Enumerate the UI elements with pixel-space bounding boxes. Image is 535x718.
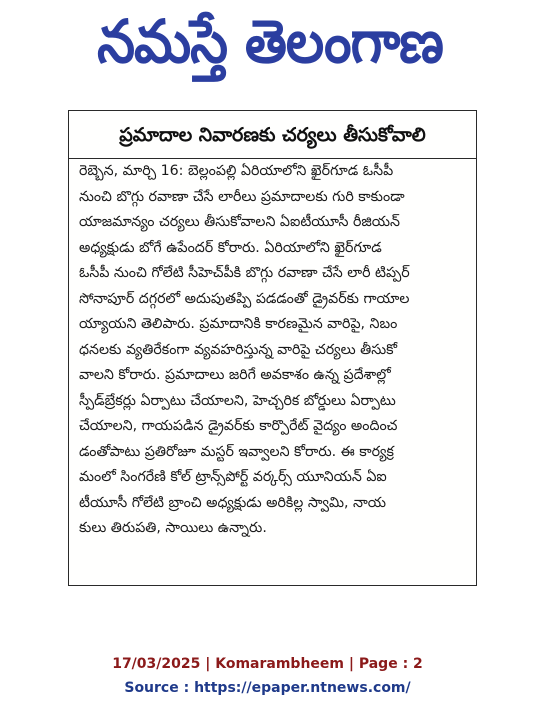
- article-line: కులు తిరుపతి, సాయిలు ఉన్నారు.: [79, 520, 267, 536]
- article-line: యాజమాన్యం చర్యలు తీసుకోవాలని ఏఐటీయూసీ రీజియన్: [79, 214, 401, 230]
- article-line: అధ్యక్షుడు బోగే ఉపేందర్ కోరారు. ఏరియాలోని ఖైర్‌గూడ: [79, 239, 382, 256]
- article-line: వాలని కోరారు. ప్రమాదాలు జరిగే అవకాశం ఉన్న ప్రదేశాల్లో: [79, 367, 391, 383]
- edition-info: 17/03/2025 | Komarambheem | Page : 2: [112, 656, 423, 672]
- source-link[interactable]: Source : https://epaper.ntnews.com/: [124, 680, 411, 696]
- masthead: [0, 0, 535, 90]
- article-body: [79, 159, 467, 542]
- article-line: ఓసీపీ నుంచి గోలేటి సీహెచ్‌పీకి బొగ్గు రవాణా చేసే లారీ టిప్పర్: [79, 265, 410, 281]
- news-clipping: [68, 110, 477, 586]
- newspaper-logo: నమస్తే తెలంగాణ: [97, 6, 443, 77]
- article-line: సోనాపూర్ దగ్గరలో అదుపుతప్పి పడడంతో డ్రైవర్‌కు గాయాల: [79, 290, 410, 307]
- article-line: రెబ్బెన, మార్చి 16: బెల్లంపల్లి ఏరియాలోని ఖైర్‌గూడ ఓసీపీ: [79, 163, 394, 179]
- article-line: డంతోపాటు ప్రతిరోజూ మస్టర్ ఇవ్వాలని కోరారు. ఈ కార్యక్ర: [79, 443, 394, 460]
- article-line: నుంచి బొగ్గు రవాణా చేసే లారీలు ప్రమాదాలకు గురి కాకుండా: [79, 188, 405, 205]
- article-line: మంలో సింగరేణి కోల్ ట్రాన్స్‌పోర్ట్ వర్కర్స్ యూనియన్ ఏఐ: [79, 469, 387, 485]
- article-line: య్యాయని తెలిపారు. ప్రమాదానికి కారణమైన వారిపై, నిబం: [79, 316, 398, 332]
- article-line: స్పీడ్‌బ్రేకర్లు ఏర్పాటు చేయాలని, హెచ్చరిక బోర్డులు ఏర్పాటు: [79, 392, 396, 409]
- article-line: ధనలకు వ్యతిరేకంగా వ్యవహరిస్తున్న వారిపై చర్యలు తీసుకో: [79, 341, 398, 358]
- article-line: టీయూసీ గోలేటి బ్రాంచి అధ్యక్షుడు అరికిల్ల స్వామి, నాయ: [79, 494, 387, 511]
- article-line: చేయాలని, గాయపడిన డ్రైవర్‌కు కార్పొరేట్ వైద్యం అందించ: [79, 418, 398, 434]
- article-headline: ప్రమాదాల నివారణకు చర్యలు తీసుకోవాలి: [119, 124, 426, 146]
